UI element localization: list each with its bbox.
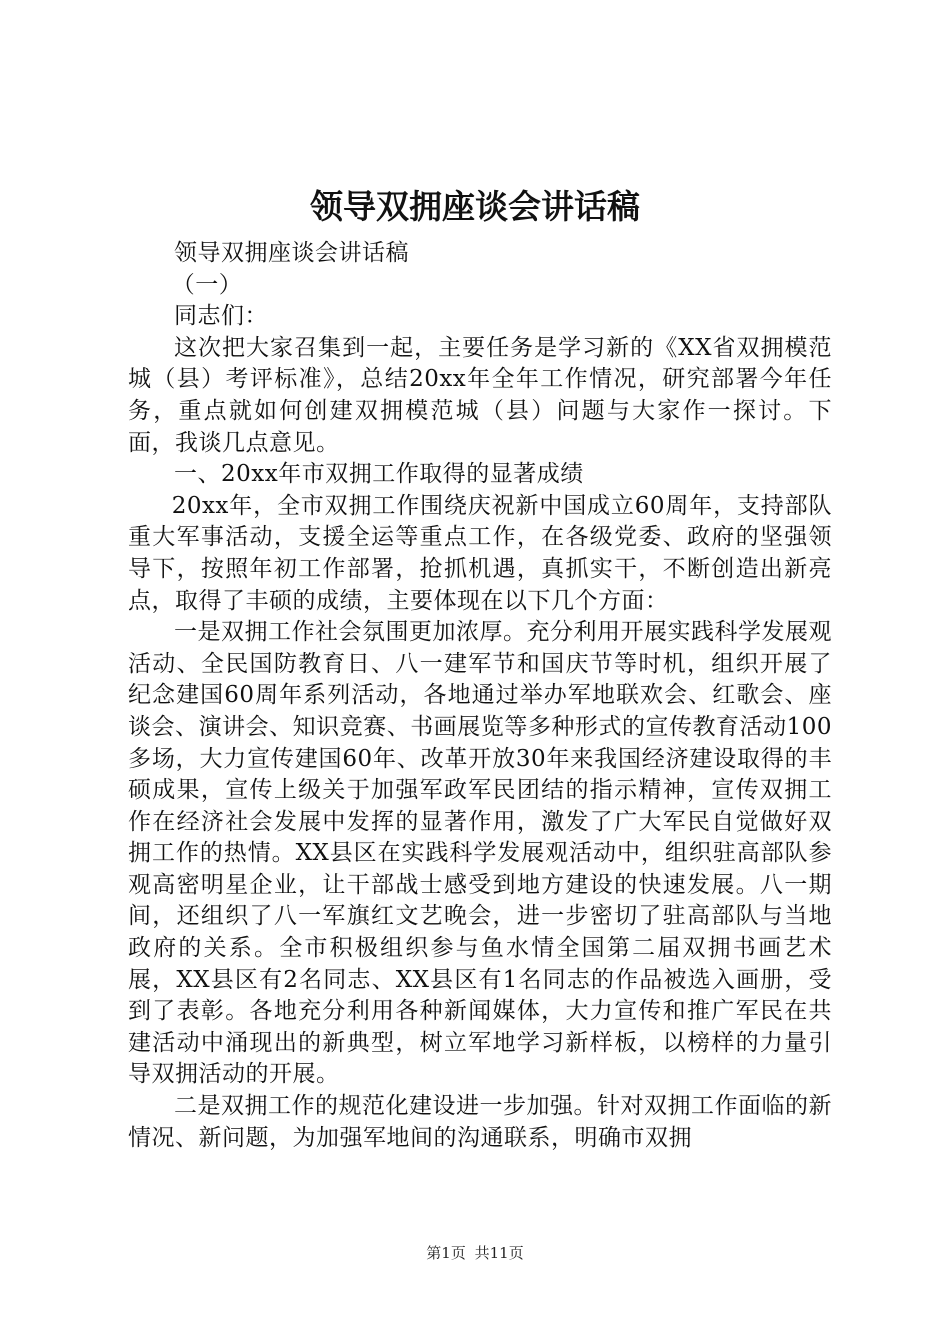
paragraph-intro: 这次把大家召集到一起，主要任务是学习新的《XX省双拥模范城（县）考评标准》，总结20xx年全年工作情况，研究部署今年任务，重点就如何创建双拥模范城（县）问题与大家作一探讨。下面，我谈几点意见。 <box>128 334 832 456</box>
page-number: 第1页 <box>426 1244 466 1262</box>
paragraph-subtitle: 领导双拥座谈会讲话稿 <box>174 240 409 266</box>
paragraph-point-two: 二是双拥工作的规范化建设进一步加强。针对双拥工作面临的新情况、新问题，为加强军地间的沟通联系，明确市双拥 <box>128 1093 832 1151</box>
paragraph-point-one: 一是双拥工作社会氛围更加浓厚。充分利用开展实践科学发展观活动、全民国防教育日、八一建军节和国庆节等时机，组织开展了纪念建国60周年系列活动，各地通过举办军地联欢会、红歌会、座谈会、演讲会、知识竞赛、书画展览等多种形式的宣传教育活动100多场，大力宣传建国60年、改革开放30年来我国经济建设取得的丰硕成果，宣传上级关于加强军政军民团结的指示精神，宣传双拥工作在经济社会发展中发挥的显著作用，激发了广大军民自觉做好双拥工作的热情。XX县区在实践科学发展观活动中，组织驻高部队参观高密明星企业，让干部战士感受到地方建设的快速发展。八一期间，还组织了八一军旗红文艺晚会，进一步密切了驻高部队与当地政府的关系。全市积极组织参与鱼水情全国第二届双拥书画艺术展，XX县区有2名同志、XX县区有1名同志的作品被选入画册，受到了表彰。各地充分利用各种新闻媒体，大力宣传和推广军民在共建活动中涌现出的新典型，树立军地学习新样板，以榜样的力量引导双拥活动的开展。 <box>128 619 832 1088</box>
paragraph-section-number: （一） <box>171 271 243 298</box>
paragraph-heading-achievements: 一、20xx年市双拥工作取得的显著成绩 <box>174 461 584 488</box>
document-body <box>128 238 832 1154</box>
document-title: 领导双拥座谈会讲话稿 <box>310 187 640 226</box>
page-total: 共11页 <box>474 1244 524 1262</box>
paragraph-overview: 20xx年，全市双拥工作围绕庆祝新中国成立60周年，支持部队重大军事活动，支援全运等重点工作，在各级党委、政府的坚强领导下，按照年初工作部署，抢抓机遇，真抓实干，不断创造出新亮点，取得了丰硕的成绩，主要体现在以下几个方面： <box>128 492 832 614</box>
page-footer <box>0 1243 950 1263</box>
paragraph-salutation: 同志们： <box>174 303 268 330</box>
